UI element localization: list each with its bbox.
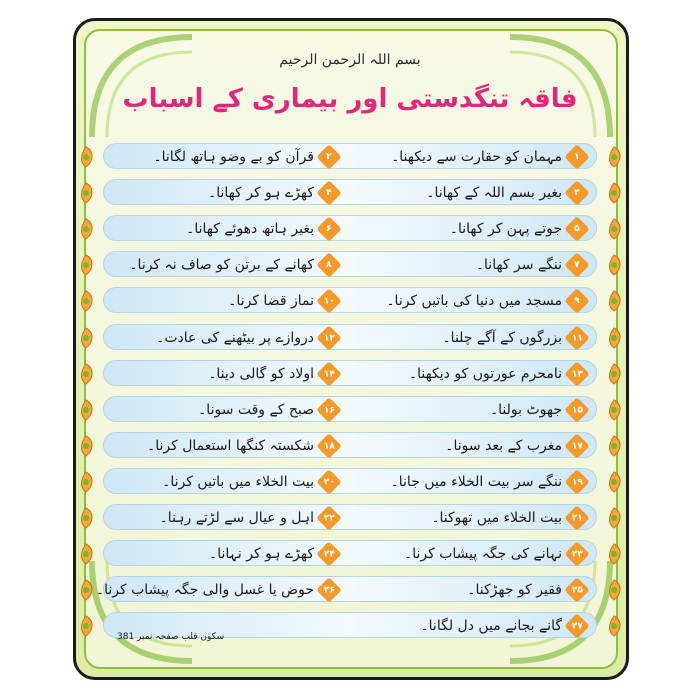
paisley-ornament-icon — [602, 217, 626, 241]
number-badge — [564, 433, 589, 458]
number-badge — [316, 144, 341, 169]
bismillah-calligraphy: بسم اللہ الرحمن الرحیم — [279, 52, 421, 68]
list-item — [409, 361, 586, 387]
item-text: دروازے پر بیٹھنے کی عادت۔ — [156, 329, 314, 346]
number-badge — [564, 180, 589, 205]
item-number: ۹ — [574, 296, 580, 307]
paisley-ornament-icon — [74, 362, 98, 386]
item-number: ۳ — [574, 188, 580, 199]
item-number: ۲۵ — [571, 585, 583, 596]
paisley-ornament-icon — [602, 542, 626, 566]
item-text: شکستہ کنگھا استعمال کرنا۔ — [147, 437, 314, 454]
list-row — [103, 143, 597, 169]
number-badge — [316, 397, 341, 422]
number-badge — [564, 144, 589, 169]
list-item — [228, 288, 338, 314]
paisley-ornament-icon — [602, 181, 626, 205]
item-text: ننگے سر کھانا۔ — [475, 257, 562, 274]
list-row — [103, 504, 597, 530]
list-item — [153, 144, 338, 170]
item-text: بغیر بسم اللہ کے کھانا۔ — [426, 185, 562, 202]
list-item — [198, 397, 338, 423]
list-row — [103, 432, 597, 458]
item-text: جھوٹ بولنا۔ — [489, 401, 562, 418]
item-number: ۲۳ — [571, 549, 583, 560]
number-badge — [564, 541, 589, 566]
number-badge — [316, 577, 341, 602]
item-number: ۲۰ — [323, 476, 335, 487]
list-item — [156, 325, 338, 351]
item-text: مغرب کے بعد سونا۔ — [445, 437, 562, 454]
list-item — [147, 433, 338, 459]
paisley-ornament-icon — [602, 470, 626, 494]
paisley-ornament-icon — [602, 578, 626, 602]
number-badge — [564, 289, 589, 314]
item-text: مسجد میں دنیا کی باتیں کرنا۔ — [386, 293, 562, 310]
item-text: فقیر کو جھڑکنا۔ — [467, 582, 562, 599]
list-row — [103, 360, 597, 386]
number-badge — [316, 361, 341, 386]
list-item — [208, 361, 338, 387]
item-text: صبح کے وقت سونا۔ — [198, 401, 314, 418]
item-number: ۱۵ — [571, 404, 583, 415]
item-number: ۱۶ — [323, 404, 335, 415]
list-item — [442, 325, 586, 351]
item-text: بیت الخلاء میں تھوکنا۔ — [431, 510, 562, 526]
paisley-ornament-icon — [74, 578, 98, 602]
list-row — [103, 251, 597, 277]
item-number: ۱۰ — [323, 296, 335, 307]
number-badge — [564, 614, 589, 639]
number-badge — [316, 541, 341, 566]
item-number: ۱۲ — [323, 332, 335, 343]
list-item — [445, 433, 586, 459]
list-item — [391, 469, 586, 495]
item-number: ۵ — [574, 224, 580, 235]
list-row — [95, 576, 597, 602]
list-item — [186, 216, 338, 242]
item-text: نہانے کی جگہ پیشاب کرنا۔ — [404, 546, 562, 563]
list-row — [103, 179, 597, 205]
paisley-ornament-icon — [74, 326, 98, 350]
list-item — [209, 541, 338, 567]
paisley-ornament-icon — [74, 289, 98, 313]
paisley-ornament-icon — [602, 326, 626, 350]
item-number: ۲۴ — [323, 549, 335, 560]
list-row — [103, 540, 597, 566]
list-item — [467, 577, 586, 603]
page-title: فاقہ تنگدستی اور بیماری کے اسباب — [122, 84, 578, 114]
list-row — [103, 215, 597, 241]
corner-swirl-bottom-right-icon — [500, 551, 620, 671]
item-text: کھانے کے برتن کو صاف نہ کرنا۔ — [129, 257, 314, 274]
number-badge — [564, 577, 589, 602]
list-item — [426, 180, 586, 206]
item-number: ۱۸ — [323, 440, 335, 451]
paisley-ornament-icon — [602, 614, 626, 638]
number-badge — [316, 253, 341, 278]
item-text: ننگے سر بیت الخلاء میں جانا۔ — [390, 473, 562, 490]
item-number: ۱۱ — [571, 332, 583, 343]
list-item — [420, 613, 586, 639]
list-item — [404, 541, 586, 567]
list-item — [160, 505, 338, 531]
number-badge — [316, 469, 341, 494]
item-number: ۸ — [326, 260, 332, 271]
paisley-ornament-icon — [74, 542, 98, 566]
paisley-ornament-icon — [602, 398, 626, 422]
number-badge — [316, 180, 341, 205]
corner-swirl-bottom-left-icon — [82, 551, 202, 671]
paisley-ornament-icon — [602, 145, 626, 169]
number-badge — [564, 361, 589, 386]
item-number: ۷ — [574, 260, 580, 271]
paisley-ornament-icon — [74, 614, 98, 638]
list-row — [103, 287, 597, 313]
number-badge — [564, 325, 589, 350]
list-item — [208, 180, 338, 206]
item-number: ۲۷ — [571, 621, 583, 632]
item-text: حوض یا غسل والی جگہ پیشاب کرنا۔ — [95, 582, 314, 599]
item-number: ۲۶ — [323, 585, 335, 596]
item-text: کھڑے ہو کر کھانا۔ — [208, 185, 314, 202]
number-badge — [564, 469, 589, 494]
paisley-ornament-icon — [602, 253, 626, 277]
item-number: ۶ — [326, 224, 332, 235]
list-item — [129, 252, 338, 278]
number-badge — [564, 397, 589, 422]
item-text: بغیر ہاتھ دھوئے کھانا۔ — [186, 221, 314, 238]
paisley-ornament-icon — [74, 181, 98, 205]
item-number: ۱ — [574, 152, 580, 162]
item-number: ۴ — [326, 188, 332, 199]
number-badge — [564, 253, 589, 278]
number-badge — [316, 289, 341, 314]
item-text: اہل و عیال سے لڑتے رہنا۔ — [159, 510, 314, 526]
list-item — [431, 505, 586, 531]
item-number: ۱۹ — [571, 476, 583, 487]
paisley-ornament-icon — [602, 362, 626, 386]
paisley-ornament-icon — [74, 217, 98, 241]
item-number: ۲۲ — [323, 513, 335, 523]
item-text: کھڑے ہو کر نہانا۔ — [209, 546, 314, 563]
list-item — [96, 577, 338, 603]
paisley-ornament-icon — [74, 434, 98, 458]
item-number: ۲۱ — [571, 513, 583, 523]
number-badge — [316, 505, 341, 530]
list-item — [476, 252, 586, 278]
item-text: قرآن کو بے وضو ہاتھ لگانا۔ — [153, 149, 314, 165]
list-item — [490, 397, 586, 423]
number-badge — [564, 505, 589, 530]
list-row — [103, 324, 597, 350]
item-text: گانے بجانے میں دل لگانا۔ — [420, 618, 562, 635]
item-text: اولاد کو گالی دینا۔ — [208, 365, 314, 382]
list-item — [450, 216, 586, 242]
item-text: نماز قضا کرنا۔ — [228, 293, 314, 310]
paisley-ornament-icon — [74, 470, 98, 494]
item-number: ۱۴ — [323, 368, 335, 379]
item-text: نامحرم عورتوں کو دیکھنا۔ — [408, 365, 562, 382]
list-row — [103, 468, 597, 494]
paisley-ornament-icon — [602, 289, 626, 313]
list-item — [386, 288, 586, 314]
item-text: بیت الخلاء میں باتیں کرنا۔ — [162, 473, 314, 490]
paisley-ornament-icon — [74, 506, 98, 530]
paisley-ornament-icon — [74, 398, 98, 422]
paisley-ornament-icon — [74, 145, 98, 169]
item-text: جوتے پہن کر کھانا۔ — [449, 221, 562, 238]
paisley-ornament-icon — [602, 434, 626, 458]
number-badge — [316, 216, 341, 241]
paisley-ornament-icon — [602, 506, 626, 530]
number-badge — [316, 325, 341, 350]
item-number: ۱۷ — [571, 440, 583, 451]
item-number: ۱۳ — [571, 368, 583, 379]
item-number: ۲ — [326, 152, 332, 162]
list-item — [391, 144, 586, 170]
list-item — [162, 469, 338, 495]
item-text: بزرگوں کے آگے چلنا۔ — [442, 329, 562, 346]
page-footer: سکون قلب صفحہ نمبر 381 — [117, 632, 225, 642]
paisley-ornament-icon — [74, 253, 98, 277]
item-text: مہمان کو حقارت سے دیکھنا۔ — [391, 149, 562, 165]
list-row — [103, 396, 597, 422]
number-badge — [316, 433, 341, 458]
number-badge — [564, 216, 589, 241]
